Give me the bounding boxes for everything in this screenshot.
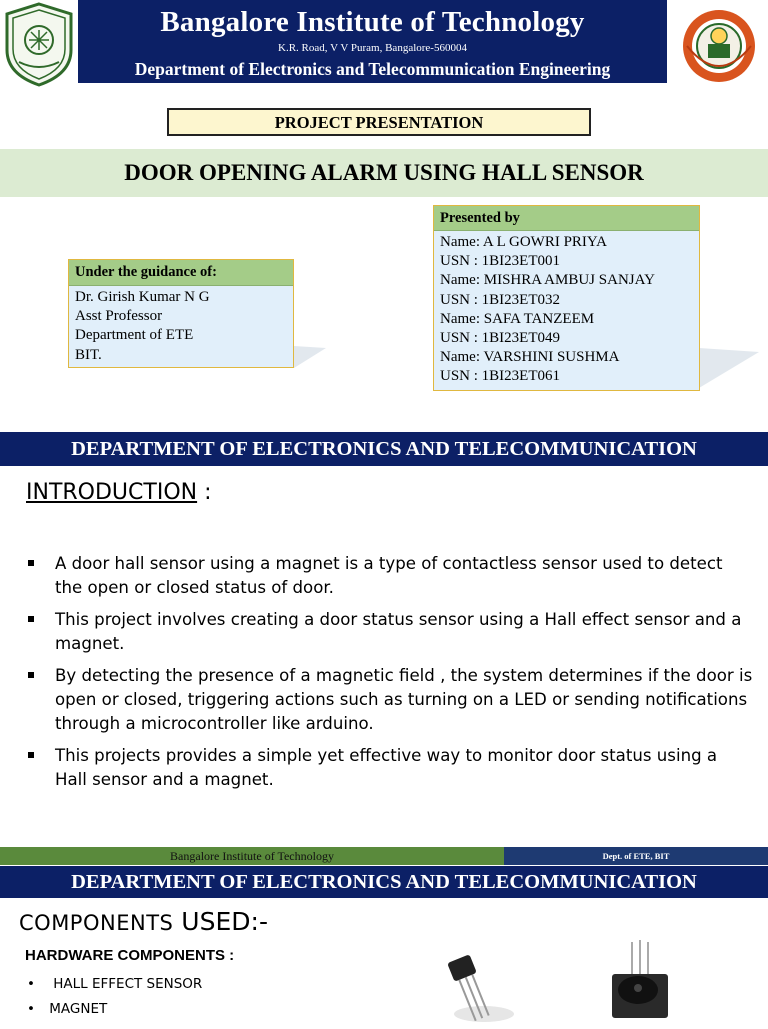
header-banner	[78, 0, 667, 83]
presenter-name: Name: MISHRA AMBUJ SANJAY	[440, 272, 655, 289]
department-banner: DEPARTMENT OF ELECTRONICS AND TELECOMMUNICATION	[0, 866, 768, 898]
buzzer-module-image	[600, 936, 680, 1024]
presenter-usn: USN : 1BI23ET032	[440, 291, 560, 308]
footer-department: Dept. of ETE, BIT	[504, 847, 768, 865]
list-item	[24, 552, 754, 600]
introduction-title: INTRODUCTION	[26, 480, 198, 505]
components-heading	[19, 907, 268, 936]
presenter-usn: USN : 1BI23ET001	[440, 253, 560, 270]
presenter-usn: USN : 1BI23ET061	[440, 368, 560, 385]
project-presentation-label: PROJECT PRESENTATION	[167, 108, 591, 136]
bullet-square-icon	[28, 560, 34, 566]
university-seal-icon	[679, 8, 759, 84]
institute-address: K.R. Road, V V Puram, Bangalore-560004	[278, 42, 467, 54]
guide-name: Dr. Girish Kumar N G	[75, 289, 210, 305]
guidance-heading: Under the guidance of:	[69, 260, 293, 286]
components-heading-part1: COMPONENTS	[19, 911, 174, 935]
guide-department: Department of ETE	[75, 327, 194, 344]
list-item	[24, 744, 754, 792]
components-heading-part2: USED:-	[173, 907, 268, 936]
presented-by-card	[433, 205, 700, 391]
presenter-name: Name: VARSHINI SUSHMA	[440, 349, 620, 366]
bullet-square-icon	[28, 616, 34, 622]
bullet-text: This project involves creating a door status sensor using a Hall effect sensor and a magnet.	[55, 609, 742, 654]
bullet-text: A door hall sensor using a magnet is a type of contactless sensor used to detect the open or closed status of door.	[55, 554, 723, 598]
presenter-name: Name: A L GOWRI PRIYA	[440, 234, 607, 250]
footer-institute: Bangalore Institute of Technology	[0, 847, 504, 865]
bullet-square-icon	[28, 752, 34, 758]
institute-logo	[3, 2, 75, 87]
guidance-card	[68, 259, 294, 368]
bullet-square-icon	[28, 672, 34, 678]
list-item	[24, 608, 754, 656]
bullet-text: This projects provides a simple yet effective way to monitor door status using a Hall sensor and a magnet.	[55, 745, 718, 790]
list-item	[27, 976, 202, 992]
guide-institute: BIT.	[75, 346, 102, 363]
introduction-bullets	[24, 552, 754, 800]
guidance-details	[69, 286, 293, 367]
presenter-name: Name: SAFA TANZEEM	[440, 310, 595, 327]
presented-by-heading: Presented by	[434, 206, 699, 231]
department-name: Department of Electronics and Telecommunication Engineering	[134, 59, 611, 79]
guide-designation: Asst Professor	[75, 308, 163, 325]
list-item	[24, 664, 754, 737]
hall-sensor-image	[424, 944, 514, 1024]
presenter-usn: USN : 1BI23ET049	[440, 330, 560, 347]
component-name: MAGNET	[49, 1001, 108, 1017]
introduction-heading	[26, 480, 212, 505]
bullet-dot-icon: •	[27, 1001, 35, 1017]
bullet-text: By detecting the presence of a magnetic field , the system determines if the door is open or closed, triggering actions such as turning on a LED or sending notifications through a microcontroller like arduino.	[55, 665, 753, 734]
department-banner: DEPARTMENT OF ELECTRONICS AND TELECOMMUNICATION	[0, 432, 768, 466]
bullet-dot-icon: •	[27, 976, 35, 992]
institute-name: Bangalore Institute of Technology	[160, 6, 585, 38]
introduction-colon: :	[197, 480, 212, 505]
project-title: DOOR OPENING ALARM USING HALL SENSOR	[0, 149, 768, 197]
hardware-components-heading: HARDWARE COMPONENTS :	[25, 947, 235, 964]
presenter-list	[434, 231, 699, 389]
list-item	[27, 1001, 107, 1017]
component-name: HALL EFFECT SENSOR	[53, 976, 203, 992]
